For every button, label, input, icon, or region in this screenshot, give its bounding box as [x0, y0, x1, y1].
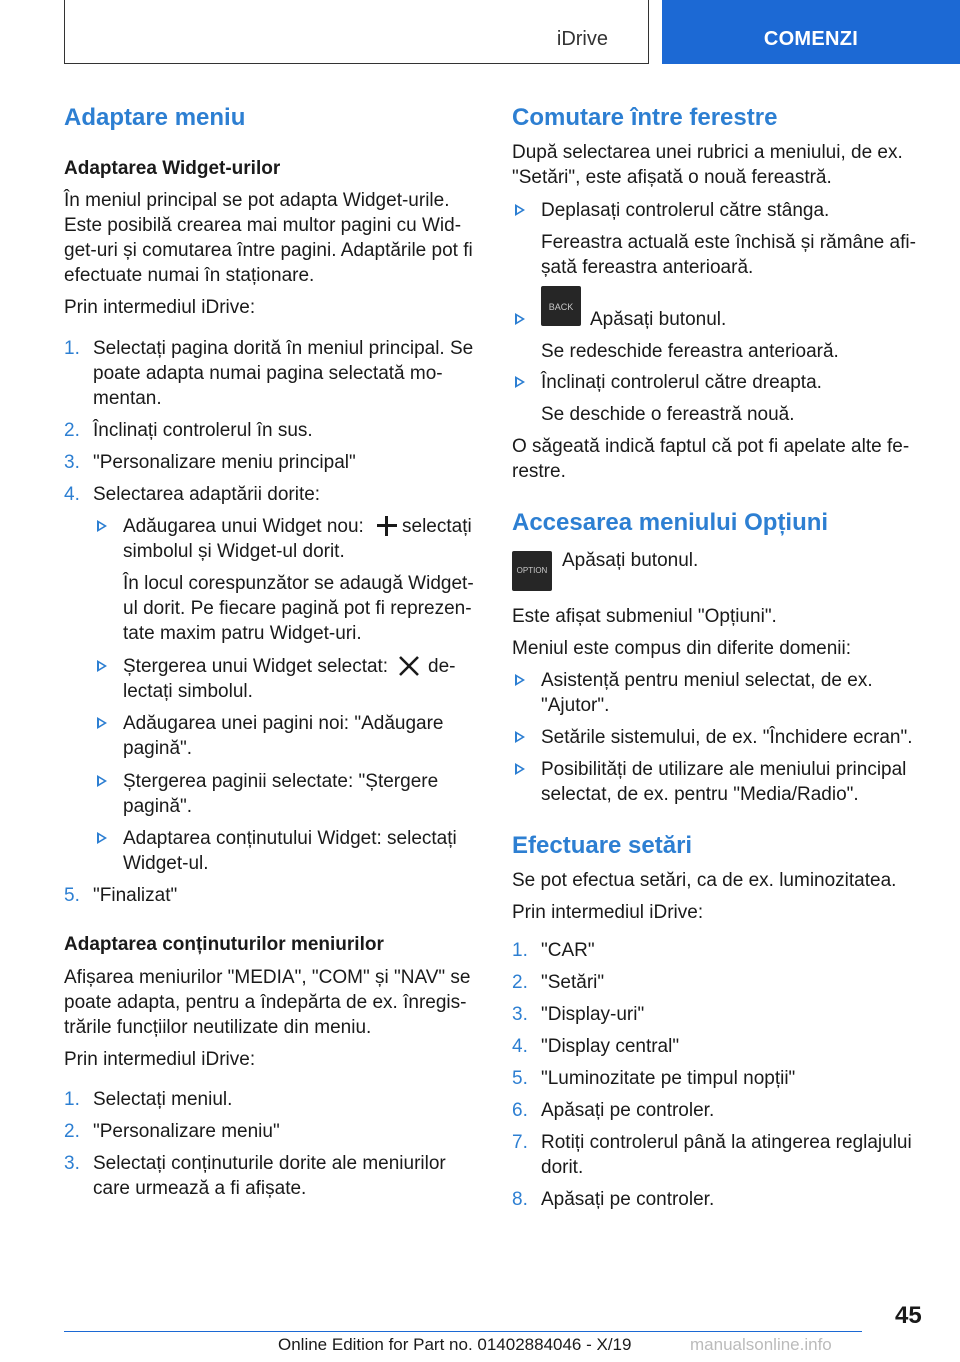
via-idrive-text: Prin intermediul iDrive: [512, 902, 704, 923]
bullet-triangle-icon [97, 832, 107, 844]
step-number: 4. [512, 1036, 528, 1057]
sub-bullet-text: Widget-ul. [123, 853, 209, 874]
heading-efectuare-setari: Efectuare setări [512, 832, 693, 859]
back-button-icon [541, 286, 581, 326]
footer-edition-text: Online Edition for Part no. 01402884046 - X/19 [278, 1335, 632, 1354]
sub-bullet-detail: În locul corespunzător se adaugă Widget- [123, 573, 474, 594]
header-frame [64, 0, 649, 64]
paragraph-line: Este afișat submeniul "Opțiuni". [512, 606, 777, 627]
sub-bullet-text: Adaptarea conținutului Widget: selectați [123, 828, 457, 849]
paragraph-line: restre. [512, 461, 566, 482]
step-number: 5. [64, 885, 80, 906]
step-number: 3. [512, 1004, 528, 1025]
sub-bullet-text: lectați simbolul. [123, 681, 253, 702]
bullet-text: Deplasați controlerul către stânga. [541, 200, 830, 221]
heading-adaptarea-continut: Adaptarea conținuturilor meniurilor [64, 934, 384, 955]
step-number: 2. [64, 1121, 80, 1142]
bullet-detail: Se deschide o fereastră nouă. [541, 404, 795, 425]
step-number: 1. [512, 940, 528, 961]
bullet-text: Apăsați butonul. [590, 309, 727, 330]
paragraph-line: "Setări", este afișată o nouă fereastră. [512, 167, 832, 188]
step-text: "Setări" [541, 972, 605, 993]
step-number: 3. [64, 452, 80, 473]
bullet-triangle-icon [515, 376, 525, 388]
step-text: dorit. [541, 1157, 584, 1178]
paragraph-line: Se pot efectua setări, ca de ex. luminozitatea. [512, 870, 897, 891]
heading-comutare-ferestre: Comutare între ferestre [512, 104, 778, 131]
sub-bullet-text: pagină". [123, 796, 193, 817]
step-number: 1. [64, 338, 80, 359]
heading-accesarea-optiuni: Accesarea meniului Opțiuni [512, 509, 829, 536]
step-text: Rotiți controlerul până la atingerea reglajului [541, 1132, 912, 1153]
paragraph-line: poate adapta, pentru a îndepărta de ex. înregis- [64, 992, 467, 1013]
bullet-text: selectat, de ex. pentru "Media/Radio". [541, 784, 859, 805]
bullet-triangle-icon [97, 775, 107, 787]
paragraph-line: Meniul este compus din diferite domenii: [512, 638, 852, 659]
paragraph-line: get-uri și comutarea între pagini. Adaptările pot fi [64, 240, 473, 261]
step-number: 7. [512, 1132, 528, 1153]
paragraph-line: trările funcțiilor neutilizate din meniu. [64, 1017, 372, 1038]
step-number: 4. [64, 484, 80, 505]
step-text: poate adapta numai pagina selectată mo- [93, 363, 443, 384]
bullet-detail: Fereastra actuală este închisă și rămâne afi- [541, 232, 916, 253]
bullet-triangle-icon [97, 660, 107, 672]
heading-adaptarea-widget: Adaptarea Widget-urilor [64, 158, 281, 179]
bullet-triangle-icon [515, 763, 525, 775]
step-text: "Personalizare meniu principal" [93, 452, 356, 473]
paragraph-line: După selectarea unei rubrici a meniului, de ex. [512, 142, 903, 163]
bullet-triangle-icon [515, 674, 525, 686]
paragraph-line: Afișarea meniurilor "MEDIA", "COM" și "NAV" se [64, 967, 471, 988]
bullet-detail: Se redeschide fereastra anterioară. [541, 341, 839, 362]
step-text: "CAR" [541, 940, 595, 961]
step-number: 2. [64, 420, 80, 441]
step-number: 6. [512, 1100, 528, 1121]
bullet-triangle-icon [515, 731, 525, 743]
bullet-text: Posibilități de utilizare ale meniului principal [541, 759, 907, 780]
bullet-detail: șată fereastra anterioară. [541, 257, 754, 278]
sub-bullet-detail: ul dorit. Pe fiecare pagină pot fi reprezen- [123, 598, 472, 619]
paragraph-line: În meniul principal se pot adapta Widget-urile. [64, 190, 450, 211]
step-text: Selectați meniul. [93, 1089, 233, 1110]
header-section-title: iDrive [556, 28, 608, 50]
step-text: Apăsați pe controler. [541, 1189, 715, 1210]
header-chapter-label: COMENZI [763, 28, 859, 50]
option-press-text: Apăsați butonul. [562, 550, 699, 571]
back-button-label: BACK [548, 302, 574, 312]
plus-icon [374, 513, 400, 539]
sub-bullet-text: Adăugarea unui Widget nou: [123, 516, 364, 537]
sub-bullet-text: pagină". [123, 738, 193, 759]
step-number: 1. [64, 1089, 80, 1110]
via-idrive-text: Prin intermediul iDrive: [64, 1049, 256, 1070]
sub-bullet-text: selectați [402, 516, 472, 537]
via-idrive-text: Prin intermediul iDrive: [64, 297, 256, 318]
watermark-text: manualsonline.info [690, 1335, 832, 1354]
step-text: "Display-uri" [541, 1004, 645, 1025]
bullet-triangle-icon [515, 204, 525, 216]
step-text: Apăsați pe controler. [541, 1100, 715, 1121]
bullet-text: Setările sistemului, de ex. "Închidere ecran". [541, 727, 913, 748]
step-text: mentan. [93, 388, 162, 409]
sub-bullet-text: Adăugarea unei pagini noi: "Adăugare [123, 713, 444, 734]
step-text: Selectarea adaptării dorite: [93, 484, 321, 505]
sub-bullet-text: simbolul și Widget-ul dorit. [123, 541, 345, 562]
bullet-text: Asistență pentru meniul selectat, de ex. [541, 670, 873, 691]
step-text: care urmează a fi afișate. [93, 1178, 307, 1199]
step-text: "Luminozitate pe timpul nopții" [541, 1068, 796, 1089]
bullet-text: "Ajutor". [541, 695, 610, 716]
step-number: 3. [64, 1153, 80, 1174]
footer-divider [64, 1331, 862, 1332]
bullet-triangle-icon [97, 717, 107, 729]
step-number: 8. [512, 1189, 528, 1210]
sub-bullet-text: Ștergerea paginii selectate: "Ștergere [123, 771, 439, 792]
step-text: Înclinați controlerul în sus. [93, 420, 313, 441]
bullet-triangle-icon [97, 520, 107, 532]
step-number: 2. [512, 972, 528, 993]
paragraph-line: Este posibilă crearea mai multor pagini cu Wid- [64, 215, 462, 236]
bullet-text: Înclinați controlerul către dreapta. [541, 372, 822, 393]
sub-bullet-text: Ștergerea unui Widget selectat: [123, 656, 389, 677]
step-number: 5. [512, 1068, 528, 1089]
close-icon [397, 654, 421, 678]
option-button-icon [512, 551, 552, 591]
sub-bullet-text: de- [428, 656, 456, 677]
option-button-label: OPTION [516, 566, 548, 575]
step-text: "Personalizare meniu" [93, 1121, 280, 1142]
step-text: Selectați conținuturile dorite ale meniurilor [93, 1153, 446, 1174]
page-number: 45 [895, 1302, 922, 1329]
header-chapter-tab[interactable] [662, 0, 960, 64]
paragraph-line: efectuate numai în staționare. [64, 265, 315, 286]
heading-adaptare-meniu: Adaptare meniu [64, 104, 246, 131]
sub-bullet-detail: tate maxim patru Widget-uri. [123, 623, 362, 644]
bullet-triangle-icon [515, 313, 525, 325]
paragraph-line: O săgeată indică faptul că pot fi apelate alte fe- [512, 436, 910, 457]
step-text: "Finalizat" [93, 885, 178, 906]
step-text: Selectați pagina dorită în meniul principal. Se [93, 338, 474, 359]
step-text: "Display central" [541, 1036, 680, 1057]
